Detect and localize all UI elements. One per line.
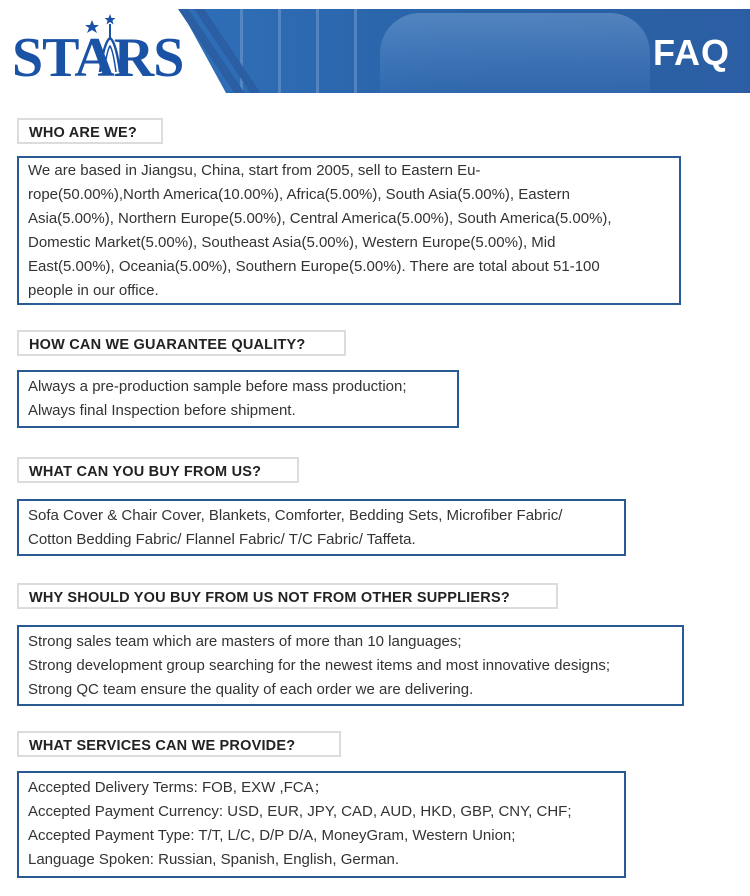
brand-logo[interactable]	[12, 10, 187, 89]
answer-line: rope(50.00%),North America(10.00%), Africa(5.00%), South Asia(5.00%), Eastern	[28, 186, 570, 203]
answer-line: Sofa Cover & Chair Cover, Blankets, Comforter, Bedding Sets, Microfiber Fabric/	[28, 507, 563, 524]
faq-question-who-are-we: WHO ARE WE?	[17, 118, 163, 144]
answer-line: Accepted Payment Type: T/T, L/C, D/P D/A, MoneyGram, Western Union;	[28, 827, 516, 844]
answer-line: Cotton Bedding Fabric/ Flannel Fabric/ T/C Fabric/ Taffeta.	[28, 531, 416, 548]
answer-line: Always final Inspection before shipment.	[28, 402, 296, 419]
faq-answer-who-are-we	[17, 156, 681, 305]
answer-line: people in our office.	[28, 282, 159, 299]
answer-line: Strong development group searching for the newest items and most innovative designs;	[28, 657, 610, 674]
banner-room-decoration	[380, 13, 650, 93]
answer-line: Accepted Delivery Terms: FOB, EXW ,FCA；	[28, 779, 329, 796]
faq-answer-services	[17, 771, 626, 878]
answer-line: Domestic Market(5.00%), Southeast Asia(5.00%), Western Europe(5.00%), Mid	[28, 234, 556, 251]
faq-answer-quality	[17, 370, 459, 428]
page-header	[0, 0, 750, 93]
faq-answer-why-us	[17, 625, 684, 706]
faq-answer-buy-from-us	[17, 499, 626, 556]
faq-question-why-us: WHY SHOULD YOU BUY FROM US NOT FROM OTHER SUPPLIERS?	[17, 583, 558, 609]
faq-question-services: WHAT SERVICES CAN WE PROVIDE?	[17, 731, 341, 757]
logo-wordmark: STARS	[12, 27, 184, 89]
answer-line: Always a pre-production sample before mass production;	[28, 378, 407, 395]
banner-window-decoration	[240, 9, 360, 93]
answer-line: We are based in Jiangsu, China, start from 2005, sell to Eastern Eu-	[28, 162, 481, 179]
answer-line: Language Spoken: Russian, Spanish, English, German.	[28, 851, 400, 868]
page-title: FAQ	[652, 32, 730, 73]
answer-line: Asia(5.00%), Northern Europe(5.00%), Central America(5.00%), South America(5.00%),	[28, 210, 612, 227]
answer-line: Strong sales team which are masters of more than 10 languages;	[28, 633, 462, 650]
faq-question-quality: HOW CAN WE GUARANTEE QUALITY?	[17, 330, 346, 356]
faq-question-buy-from-us: WHAT CAN YOU BUY FROM US?	[17, 457, 299, 483]
answer-line: East(5.00%), Oceania(5.00%), Southern Europe(5.00%). There are total about 51-100	[28, 258, 600, 275]
answer-line: Strong QC team ensure the quality of each order we are delivering.	[28, 681, 474, 698]
answer-line: Accepted Payment Currency: USD, EUR, JPY, CAD, AUD, HKD, GBP, CNY, CHF;	[28, 803, 572, 820]
